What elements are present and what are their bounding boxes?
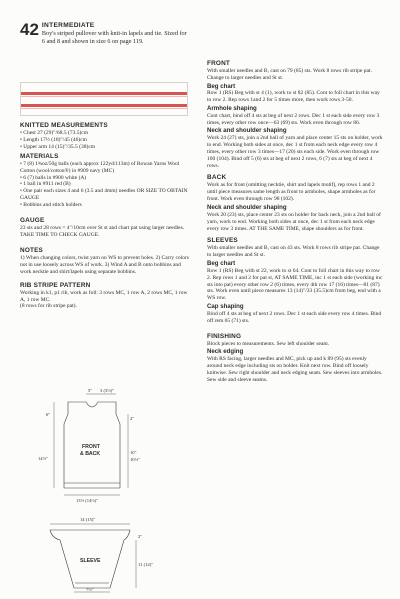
rib-stripe-title: RIB STRIPE PATTERN — [20, 281, 91, 289]
stripe-swatch — [20, 82, 188, 116]
rib-stripe-note: (8 rows for rib stripe pat). — [20, 303, 77, 310]
gauge-check: TAKE TIME TO CHECK GAUGE. — [20, 231, 100, 238]
material-item: • One pair each sizes 4 and 6 (3.5 and 4mm) needles OR SIZE TO OBTAIN GAUGE — [20, 188, 188, 202]
front-neck-title: Neck and shoulder shaping — [207, 127, 287, 135]
measurement-item: • Upper arm 14 (15)"/35.5 (38)cm — [20, 143, 96, 150]
front-title: FRONT — [207, 60, 231, 67]
measurements-title: KNITTED MEASUREMENTS — [20, 122, 108, 129]
dim-side-length: 10" — [130, 450, 137, 455]
back-neck-text: Work 20 (23) sts, place center 23 sts on holder for back neck, join a 2nd ball of yarn, work to end. Working both sides at once, dec 1 st from each neck edge every row 3 times. AT THE SAME TIME, shape shoulders as for front. — [207, 211, 381, 232]
pattern-intro: Boy's striped pullover with knit-in lapels and tie. Sized for 6 and 8 and shown in size 6 on page 119. — [41, 30, 187, 45]
dim-neck-width: 5" — [88, 388, 93, 393]
stripe-pink — [21, 108, 187, 109]
finishing-title: FINISHING — [207, 332, 242, 340]
front-beg-chart-title: Beg chart — [207, 82, 236, 90]
skill-level: INTERMEDIATE — [41, 22, 95, 29]
neck-edging-text: With RS facing, larger needles and MC, pick up and k 89 (95) sts evenly around neck edge including sts on holder. Knit next row. Bind off loosely knitwise. Sew right shoulder and neck edging seam. Sew sleeves into armholes. Sew side and sleeve seams. — [207, 355, 383, 383]
pattern-number: 42 — [20, 20, 39, 39]
schematic-diagram — [20, 380, 170, 594]
sleeves-beg-chart-title: Beg chart — [207, 260, 236, 268]
dim-sleeve-cuff: 7½" — [86, 587, 94, 592]
left-column — [20, 22, 190, 45]
back-text: Work as for front (omitting necktie, shirt and lapels motif), rep rows 1 and 2 until piece measures same length as front to armholes, shape armholes as for front. Work even through row 98 (102). — [207, 182, 376, 203]
notes-title: NOTES — [20, 246, 44, 254]
right-column — [207, 60, 383, 384]
schematic-svg — [20, 380, 170, 594]
left-column-body — [20, 122, 190, 310]
cap-title: Cap shaping — [207, 303, 244, 311]
material-item: • 1 ball in #911 red (B) — [20, 181, 71, 188]
front-beg-chart-text: Row 1 (RS) Beg with st 4 (1), work to st 82 (85). Cont to foll chart in this way to row 2. Rep rows 1and 2 for 5 times more, then work rows 3-50. — [207, 90, 380, 104]
front-neck-text: Work 24 (27) sts, join a 2nd ball of yarn and place center 15 sts on holder, work to end. Working both sides at once, dec 1 st from each neck edge every row 4 times, every other row 3 times—17 (20) sts each side. Work even through row 100 (104). Bind off 5 (6) sts at beg of next 2 rows, 6 (7) sts at beg of next 4 rows. — [207, 134, 383, 169]
sleeves-title: SLEEVES — [207, 237, 238, 245]
sleeve-label: SLEEVE — [80, 558, 101, 564]
neck-edging-title: Neck edging — [207, 348, 244, 356]
front-text: With smaller needles and B, cast on 79 (85) sts. Work 8 rows rib stripe pat. Change to larger needles and St st. — [207, 68, 372, 81]
sleeves-beg-chart-text: Row 1 (RS) Beg with st 22, work to st 64. Cont to foll chart in this way to row 2. Rep rows 1 and 2 for pat st, AT SAME TIME, inc 1 st each side (working inc sts into pat) every other row 2 (6) times, every 4th row 17 (16) times—81 (87) sts. Work even until piece measures 13 (14)"/33 (35.5)cm from beg, end with a WS row. — [207, 267, 383, 302]
armhole-title: Armhole shaping — [207, 105, 257, 113]
front-back-label: FRONT — [82, 444, 100, 450]
dim-shoulder-width: 3 (3½)" — [100, 388, 115, 393]
back-neck-title: Neck and shoulder shaping — [207, 204, 287, 212]
cap-text: Bind off 4 sts at beg of next 2 rows. Dec 1 st each side every row 4 times. Bind off rem 65 (71) sts. — [207, 310, 382, 324]
dim-armhole: 6" — [46, 412, 51, 417]
sleeves-text: With smaller needles and B, cast on 43 sts. Work 8 rows rib stripe pat. Change to larger needles and St st. — [207, 245, 380, 259]
measurement-item: • Length 17½ (18)"/45 (46)cm — [20, 136, 87, 143]
dim-sleeve-length: 11 (12)" — [138, 562, 154, 567]
dim-body-width: 13½ (14½)" — [76, 498, 99, 503]
stripe-pink — [21, 96, 187, 97]
dim-body-length: 14½" — [38, 456, 48, 461]
back-title: BACK — [207, 174, 227, 182]
rib-stripe-text: Working in k1, p1 rib, work as foll: 3 rows MC, 1 row A, 2 rows MC, 1 row A, 1 row MC. — [20, 289, 188, 303]
notes-text: 1) When changing colors, twist yarn on WS to prevent holes. 2) Carry colors not in use loosely across WS of work. 3) Wind A and B onto bobbins and work necktie and shirt/lapels using separate bobbins. — [20, 254, 189, 275]
material-item: • Bobbins and stitch holders — [20, 202, 82, 209]
gauge-title: GAUGE — [20, 217, 45, 225]
measurement-item: • Chest 27 (29)"/68.5 (73.5)cm — [20, 130, 89, 136]
material-item: • 7 (8) 1¾oz/50g balls (each approx 122yd/113m) of Rowan Yarns Wool Cotton (wool/cotton®) in #909 navy (MC) — [20, 160, 180, 174]
material-item: • 6 (7) balls in #900 white (A) — [20, 174, 87, 181]
dim-sleeve-top: 14 (15)" — [80, 517, 96, 522]
dim-neck-depth: 2" — [130, 416, 135, 421]
front-back-label-2: & BACK — [80, 451, 101, 457]
gauge-text: 23 sts and 28 rows = 4"/10cm over St st and chart pat using larger needles. — [20, 225, 185, 232]
pattern-header — [20, 22, 190, 45]
stripe-red — [21, 92, 187, 95]
finishing-text: Block pieces to measurements. Sew left shoulder seam. — [207, 340, 330, 347]
armhole-text: Cont chart, bind off 4 sts at beg of next 2 rows. Dec 1 st each side every row 3 times, every other row once—63 (69) sts. Work even through row 86. — [207, 112, 380, 126]
dim-cap: 2" — [138, 534, 143, 539]
materials-title: MATERIALS — [20, 152, 59, 160]
stripe-red — [21, 104, 187, 107]
dim-side-length-2: 10½" — [130, 457, 140, 462]
